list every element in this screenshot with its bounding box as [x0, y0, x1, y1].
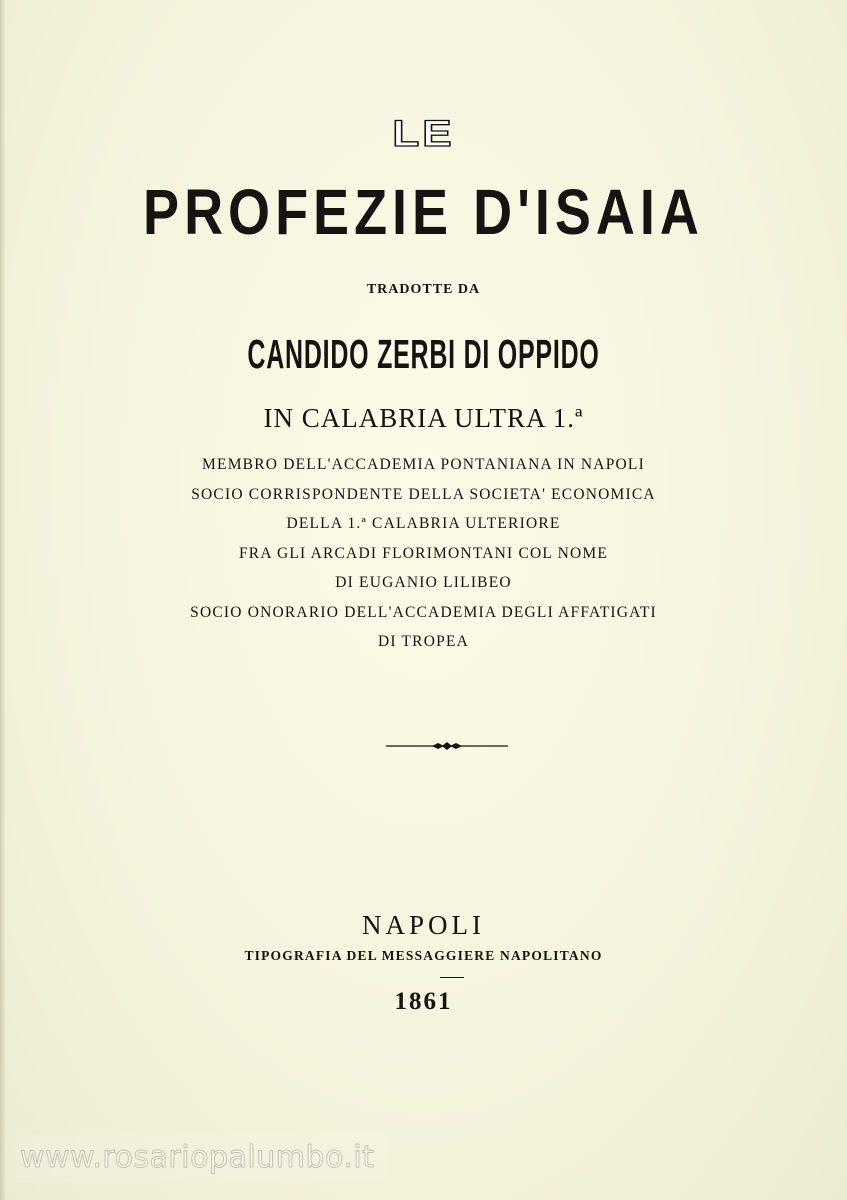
author-name: CANDIDO ZERBI DI OPPIDO: [247, 330, 600, 378]
imprint-city: NAPOLI: [362, 910, 485, 940]
year-rule: [440, 977, 464, 978]
credential-line: DI TROPEA: [377, 633, 470, 650]
credential-line: FRA GLI ARCADI FLORIMONTANI COL NOME: [238, 544, 609, 562]
credential-line: SOCIO CORRISPONDENTE DELLA SOCIETA' ECONOMICA: [191, 485, 656, 503]
imprint-year: 1861: [394, 988, 453, 1015]
credential-line: MEMBRO DELL'ACCADEMIA PONTANIANA IN NAPOLI: [202, 456, 645, 473]
author-location: IN CALABRIA ULTRA 1.ª: [263, 403, 584, 433]
translated-by-label: TRADOTTE DA: [366, 282, 481, 297]
ornamental-rule: [384, 736, 510, 756]
watermark-text: www.rosariopalumbo.it: [20, 1140, 375, 1175]
author-credentials: [0, 450, 847, 657]
credential-line: SOCIO ONORARIO DELL'ACCADEMIA DEGLI AFFATIGATI: [190, 603, 657, 621]
credential-line: DELLA 1.ª CALABRIA ULTERIORE: [286, 515, 561, 532]
imprint-printer: TIPOGRAFIA DEL MESSAGGIERE NAPOLITANO: [244, 948, 603, 963]
heading-article: LE: [392, 112, 455, 155]
credential-line: DI EUGANIO LILIBEO: [335, 574, 512, 591]
book-title: PROFEZIE D'ISAIA: [143, 177, 704, 249]
